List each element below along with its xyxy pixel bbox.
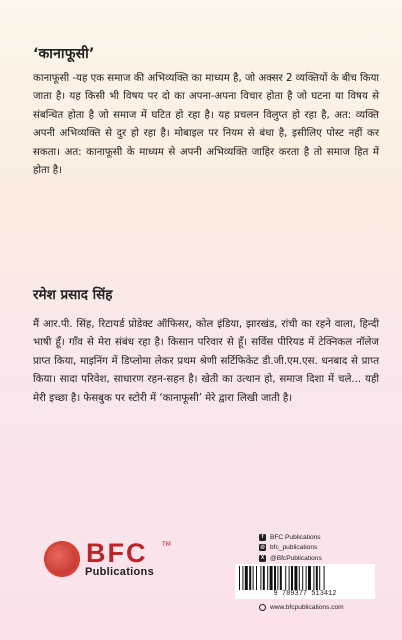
instagram-handle: bfc_publications: [270, 544, 318, 552]
barcode-bar: [280, 566, 282, 590]
barcode-bar: [239, 566, 240, 590]
barcode-bar: [285, 566, 286, 590]
barcode-bar: [245, 566, 248, 590]
isbn-number: 9 789377 513412: [235, 590, 375, 599]
logo-text: BFC: [86, 538, 148, 568]
author-bio: मैं आर.पी. सिंह, रिटायर्ड प्रोडेक्ट ऑफिसर, कोल इंडिया, झारखंड, रांची का रहने वाला, हिन्दी भाषी हूँ। गाँव से मेरा संबंध रहा है। किसान परिवार से हूँ। सर्विस पीरियड में टेक्निकल नॉलेज प्राप्त किया, माइनिंग में डिप्लोमा लेकर प्रथम श्रेणी सर्टिफिकेट डी.जी.एम.एस. धनबाद से प्राप्त किया। सादा परिवेश, साधारण रहन-सहन है। खेती का उत्थान हो, समाज दिशा में चले... यही मेरी इच्छा है। फेसबुक पर स्टोरी में ‘कानाफूसी’ मेरे द्वारा लिखी जाती है।: [33, 319, 379, 404]
book-description: कानाफूसी -यह एक समाज की अभिव्यक्ति का माध्यम है, जो अक्सर 2 व्यक्तियों के बीच किया जाता है। यह किसी भी विषय पर दो का अपना-अपना विचार होता है जो घटना या विषय से संबन्धित होता है जो समाज में घटित हो रहा है। यह प्रचलन विलुप्त हो रहा है, अत: व्यक्ति अपनी अभिव्यक्ति से दुर हो रहा है। मोबाइल पर नियम से बंधा है, इसीलिए पोस्ट नहीं कर सकता। अत: कानाफूसी के माध्यम से अपनी अभिव्यक्ति जाहिर करता है तो समाज हित में होता है।: [33, 73, 379, 177]
barcode-bar: [277, 566, 278, 590]
barcode-bar: [263, 566, 265, 590]
website-url: www.bfcpublications.com: [270, 604, 344, 611]
publisher-name: Publications: [85, 566, 154, 578]
globe-icon: [259, 604, 266, 611]
barcode-bar: [267, 566, 268, 590]
facebook-handle: BFC Publications: [270, 533, 321, 541]
barcode-bar: [260, 566, 261, 590]
barcode-bar: [253, 566, 254, 590]
barcode-bar: [270, 566, 273, 590]
twitter-handle: @BfcPublications: [270, 554, 322, 562]
facebook-icon: f: [259, 534, 266, 541]
barcode-bar: [299, 566, 300, 590]
barcode-bar: [324, 566, 325, 590]
barcode-bar: [302, 566, 303, 590]
barcode-bar: [289, 566, 290, 590]
trademark-mark: TM: [162, 541, 171, 548]
barcode-bar: [308, 566, 311, 590]
barcode-bar: [291, 566, 293, 590]
barcode-bar: [256, 566, 257, 590]
barcode-bar: [294, 566, 297, 590]
author-name: रमेश प्रसाद सिंह: [33, 287, 113, 303]
instagram-icon: ◎: [260, 544, 265, 551]
barcode-bar: [316, 566, 318, 590]
barcode-bars: [235, 564, 375, 592]
barcode-bar: [274, 566, 276, 590]
twitter-icon: X: [260, 554, 265, 561]
social-instagram[interactable]: [259, 543, 322, 554]
barcode-bar: [306, 566, 307, 590]
isbn-barcode: [235, 564, 375, 598]
social-twitter[interactable]: [259, 553, 322, 564]
publisher-emblem-icon: [44, 541, 80, 577]
barcode-bar: [313, 566, 314, 590]
social-links: [259, 532, 322, 564]
barcode-bar: [242, 566, 243, 590]
barcode-bar: [249, 566, 251, 590]
social-facebook[interactable]: [259, 532, 322, 543]
barcode-bar: [319, 566, 320, 590]
social-website[interactable]: [259, 604, 344, 611]
book-title: ‘कानाफूसी’: [33, 46, 95, 62]
publisher-logo: [44, 538, 184, 581]
